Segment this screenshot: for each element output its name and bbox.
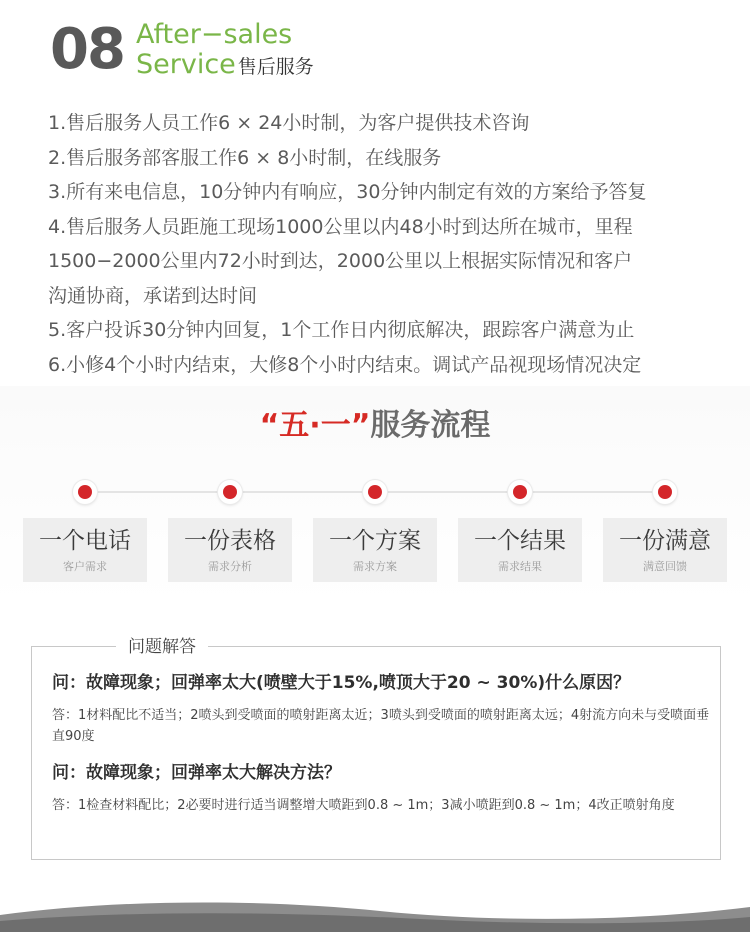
faq-title: 问题解答 xyxy=(116,635,208,659)
service-commitment-list xyxy=(48,106,738,382)
faq-question: 问：故障现象；回弹率太大解决方法？ xyxy=(52,763,341,783)
faq-box xyxy=(31,637,721,860)
process-title xyxy=(0,406,750,446)
list-item: 5.客户投诉30分钟内回复，1个工作日内彻底解决，跟踪客户满意为止 xyxy=(48,319,635,341)
title-english-line2 xyxy=(136,50,314,82)
list-item: 2.售后服务部客服工作6 × 8小时制，在线服务 xyxy=(48,146,442,169)
step-subtitle: 需求结果 xyxy=(498,560,542,573)
step-card xyxy=(458,518,582,582)
step-subtitle: 需求分析 xyxy=(208,560,252,573)
step-subtitle: 客户需求 xyxy=(63,560,107,573)
step-subtitle: 满意回馈 xyxy=(643,560,687,573)
faq-answer: 答：1材料配比不适当；2喷头到受喷面的喷射距离太近；3喷头到受喷面的喷射距离太远；4射流方向未与受喷面垂直90度 xyxy=(52,708,710,744)
process-title-highlight: “五·一” xyxy=(259,408,371,443)
step-title: 一份表格 xyxy=(184,528,276,554)
bottom-wave-decoration xyxy=(0,895,750,932)
title-chinese: 售后服务 xyxy=(237,56,314,78)
step-dot-icon xyxy=(508,480,532,504)
step-title: 一个方案 xyxy=(329,528,421,554)
title-english-line1: After−sales xyxy=(136,19,293,50)
list-item: 1500−2000公里内72小时到达，2000公里以上根据实际情况和客户 xyxy=(48,250,633,272)
list-item: 沟通协商，承诺到达时间 xyxy=(48,284,258,307)
list-item: 4.售后服务人员距施工现场1000公里以内48小时到达所在城市，里程 xyxy=(48,215,633,238)
section-number: 08 xyxy=(50,17,124,82)
process-title-text: 服务流程 xyxy=(370,408,491,443)
step-card xyxy=(168,518,292,582)
step-title: 一个结果 xyxy=(474,528,566,554)
list-item: 3.所有来电信息，10分钟内有响应，30分钟内制定有效的方案给予答复 xyxy=(48,181,647,203)
step-dot-icon xyxy=(363,480,387,504)
list-item: 6.小修4个小时内结束，大修8个小时内结束。调试产品视现场情况决定 xyxy=(48,353,642,376)
step-dot-icon xyxy=(218,480,242,504)
step-title: 一个电话 xyxy=(39,528,131,554)
list-item: 1.售后服务人员工作6 × 24小时制，为客户提供技术咨询 xyxy=(48,112,530,134)
step-subtitle: 需求方案 xyxy=(353,560,397,573)
step-dot-icon xyxy=(653,480,677,504)
faq-answer: 答：1检查材料配比；2必要时进行适当调整增大喷距到0.8 ~ 1m；3减小喷距到0.8 ~ 1m；4改正喷射角度 xyxy=(52,798,675,813)
step-card xyxy=(23,518,147,582)
step-card xyxy=(603,518,727,582)
faq-question: 问：故障现象；回弹率太大(喷壁大于15%,喷顶大于20 ~ 30%)什么原因？ xyxy=(52,673,631,693)
title-english-line2-text: Service xyxy=(136,49,236,80)
step-title: 一份满意 xyxy=(619,528,711,554)
step-card xyxy=(313,518,437,582)
step-dot-icon xyxy=(73,480,97,504)
service-process xyxy=(0,386,750,606)
